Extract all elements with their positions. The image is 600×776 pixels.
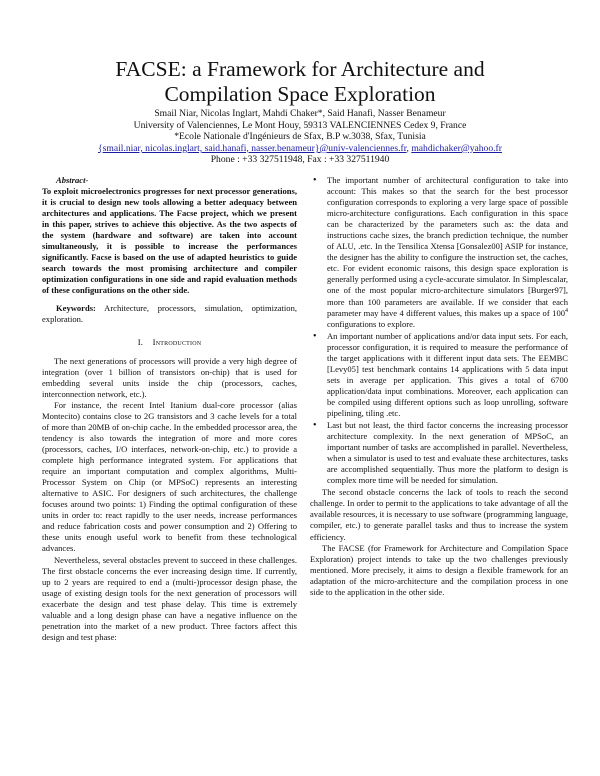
email-link-main[interactable]: {smail.niar, nicolas.inglart, said.hanafi, nasser.benameur}@univ-valenciennes.fr <box>98 142 407 154</box>
affiliation-2: *Ecole Nationale d'Ingénieurs de Sfax, B.P w.3038, Sfax, Tunisia <box>174 131 426 143</box>
title-line-1: FACSE: a Framework for Architecture and <box>115 57 485 81</box>
keywords-text: Architecture, processors, simulation, optimization, exploration. <box>42 302 297 324</box>
intro-paragraph-3: Nevertheless, several obstacles prevent to succeed in these challenges. The first obstacle concerns the ever increasing design time. If currently, up to 2 years are required to end a (multi-)processor design phase, the usage of existing design tools for the next generation of processors will exacerbate the design and test phase delay. This time is extremely valuable and a long design phase can have a negative influence on the penetration into the market of a new product. Three factors affect this design and test phase: <box>42 554 297 642</box>
abstract <box>42 175 297 297</box>
factor-item-3: • Last but not least, the third factor concerns the increasing processor architecture complexity. In the next generation of MPSoC, an important number of tasks are accomplished in parallel. Nevertheless, when a simulator is used to test and evaluate these architectures, tasks are accomplished sequentially. Thus more the platform to design is complex more time will be needed for simulation. <box>310 420 568 486</box>
factor-item-2: • An important number of applications and/or data input sets. For each, processor configuration, it is required to measure the performance of the target applications with it different input data sets. The EEMBC [Levy05] test benchmark contains 14 applications with 5 data input sets in average per application. This gives a total of 6700 application/data input combinations. Moreover, each application can be compiled using different options such as loop unrolling, software pipelining, tiling .etc. <box>310 331 568 419</box>
abstract-heading: Abstract- <box>56 175 89 185</box>
email-line <box>0 143 600 155</box>
section-heading-introduction <box>42 337 297 348</box>
right-column <box>310 175 568 598</box>
intro-paragraph-2: For instance, the recent Intel Itanium dual-core processor (alias Montecito) contains close to 2G transistors and 3 cache levels for a total of more than 20MB of on-chip cache. In the embedded processor area, the tendency is also towards the integration of more and more cores (processors, caches, I/O interfaces, network-on-chip, etc.) to provide a complete high performance integrated system. For applications that require an important computation and complex algorithms, Multi-Processor System on Chip (or MPSoC) represents an interesting alternative to ASIC. For designers of such architectures, the challenge focuses around two points: 1) Finding the optimal configuration of these units in order to: react rapidly to the user needs, increase performances and reduce fabrication costs and power consumption and 2) Offering to these units enough useful work to benefit from these technological advances. <box>42 399 297 554</box>
section-number: I. <box>137 336 144 347</box>
section-title: Introduction <box>152 336 202 347</box>
factor-item-1: • The important number of architectural configuration to take into account: This makes so that the search for the best processor configuration corresponds to exploring a very large space of possible micro-architecture configurations. Each configuration in this space can be characterized by the parameters such as: the data and instructions cache sizes, the branch prediction technique, the number of ALU, .etc. In the Tensilica Xtensa [Gonsalez00] ASIP for instance, the designer has the ability to configure the instruction set, the caches, etc. For evident economic raisons, this design space exploration is generally performed using a cycle-accurate simulator. In Simplescalar, one of the most popular micro-architecture simulators [Burger97], more than 100 parameters are available. If we consider that each parameter may have 4 different values, this makes up a space of $100^4$ configurations to explore. <box>310 175 568 330</box>
abstract-body: To exploit microelectronics progresses for next processor generations, it is crucial to design new tools allowing a better adequacy between architectures and applications. The Facse project, which we present in this paper, strives to achieve this objective. As the two aspects of the system (hardware and software) are taken into account simultaneously, it is possible to increase the performances significantly. Facse is based on the use of adapted heuristics to guide search towards the most promising architecture and compiler optimization configurations in one side and rapid evaluation methods of these configurations on the other side. <box>42 186 297 296</box>
exponent: 4 <box>565 307 568 314</box>
keywords-label: Keywords: <box>56 302 96 313</box>
intro-paragraph-1: The next generations of processors will provide a very high degree of integration (over 1 billion of transistors on-chip) that is used for embedding several units inside the chip (processors, caches, interconnection network, etc.). <box>42 355 297 399</box>
left-column <box>42 175 297 643</box>
affiliation-1: University of Valenciennes, Le Mont Houy, 59313 VALENCIENNES Cedex 9, France <box>133 119 467 131</box>
right-paragraph-2: The FACSE (for Framework for Architecture and Compilation Space Exploration) project intends to take up the two challenges previously mentioned. More precisely, it aims to design a flexible framework for an adaptation of the micro-architecture and the compilation process in one side to the application in the other side. <box>310 542 568 597</box>
paper-title <box>0 57 600 107</box>
email-link-second[interactable]: mahdichaker@yahoo.fr <box>411 142 502 154</box>
title-line-2: Compilation Space Exploration <box>164 82 436 106</box>
author-names: Smail Niar, Nicolas Inglart, Mahdi Chaker*, Said Hanafi, Nasser Benameur <box>154 108 446 119</box>
right-paragraph-1: The second obstacle concerns the lack of tools to reach the second challenge. In order to permit to the applications to take advantage of all the available resources, it is necessary to use software (programming language, compiler, etc.) to generate parallel tasks and thus to increase the system efficiency. <box>310 487 568 542</box>
factor-list <box>310 175 568 486</box>
author-block <box>0 108 600 166</box>
keywords <box>42 303 297 325</box>
phone-fax: Phone : +33 327511948, Fax : +33 327511940 <box>210 154 390 166</box>
email-separator: , <box>406 142 412 154</box>
